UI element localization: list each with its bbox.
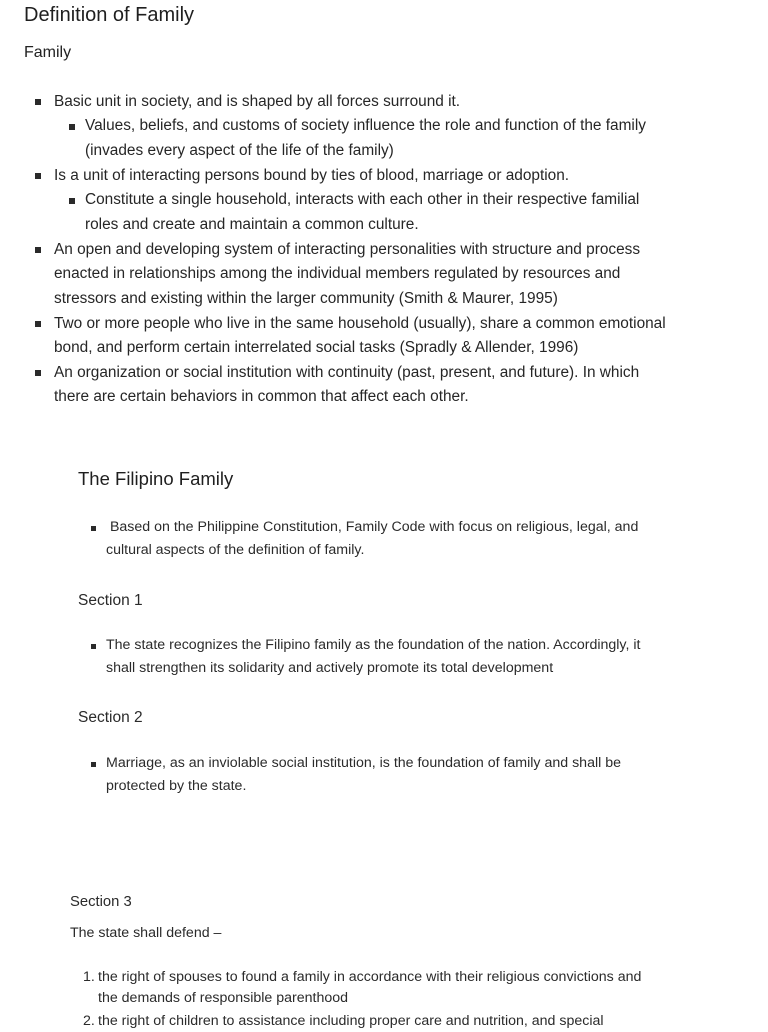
list-number: 1. (83, 969, 95, 985)
bullet-marker (35, 370, 41, 376)
bullet-marker (35, 321, 41, 327)
sub-list-item-line: Constitute a single household, interacts with each other in their respective familial (85, 191, 640, 208)
numbered-item-line: the right of children to assistance including proper care and nutrition, and special (98, 1013, 604, 1029)
bullet-marker (35, 173, 41, 179)
list-item-line: An organization or social institution with continuity (past, present, and future). In which (54, 364, 640, 381)
filipino-family-heading: The Filipino Family (78, 468, 234, 489)
section-1-heading: Section 1 (78, 592, 143, 609)
bullet-marker (35, 99, 41, 105)
list-item-line: An open and developing system of interacting personalities with structure and process (54, 241, 641, 258)
list-item-line: Marriage, as an inviolable social institution, is the foundation of family and shall be (106, 755, 621, 771)
sub-list-item-line: roles and create and maintain a common culture. (85, 216, 419, 233)
section-3-intro: The state shall defend – (70, 925, 222, 941)
numbered-item-line: the right of spouses to found a family in accordance with their religious convictions and (98, 969, 642, 985)
list-item-line: enacted in relationships among the individual members regulated by resources and (54, 265, 621, 282)
bullet-marker (91, 526, 96, 531)
list-item-line: Based on the Philippine Constitution, Family Code with focus on religious, legal, and (106, 519, 639, 535)
family-heading: Family (24, 44, 72, 61)
list-item-line: there are certain behaviors in common that affect each other. (54, 388, 469, 405)
list-item-line: cultural aspects of the definition of family. (106, 542, 365, 558)
list-item-line: protected by the state. (106, 778, 247, 794)
list-item-line: bond, and perform certain interrelated social tasks (Spradly & Allender, 1996) (54, 339, 579, 356)
list-item-line: Basic unit in society, and is shaped by all forces surround it. (54, 93, 461, 110)
bullet-marker (91, 644, 96, 649)
list-item-line: Is a unit of interacting persons bound by ties of blood, marriage or adoption. (54, 167, 570, 184)
bullet-marker (35, 247, 41, 253)
sub-bullet-marker (69, 198, 75, 204)
list-item-line: The state recognizes the Filipino family as the foundation of the nation. Accordingly, it (106, 637, 641, 653)
section-3-heading: Section 3 (70, 894, 132, 910)
numbered-item-line: the demands of responsible parenthood (98, 990, 349, 1006)
sub-list-item-line: (invades every aspect of the life of the family) (85, 142, 394, 159)
list-item-line: shall strengthen its solidarity and actively promote its total development (106, 660, 554, 676)
sub-list-item-line: Values, beliefs, and customs of society influence the role and function of the family (85, 117, 646, 134)
list-item-line: Two or more people who live in the same household (usually), share a common emotional (54, 315, 666, 332)
section-2-heading: Section 2 (78, 709, 143, 726)
list-item-line: stressors and existing within the larger community (Smith & Maurer, 1995) (54, 290, 558, 307)
page-title: Definition of Family (24, 4, 195, 26)
sub-bullet-marker (69, 124, 75, 130)
bullet-marker (91, 762, 96, 767)
list-number: 2. (83, 1013, 95, 1029)
